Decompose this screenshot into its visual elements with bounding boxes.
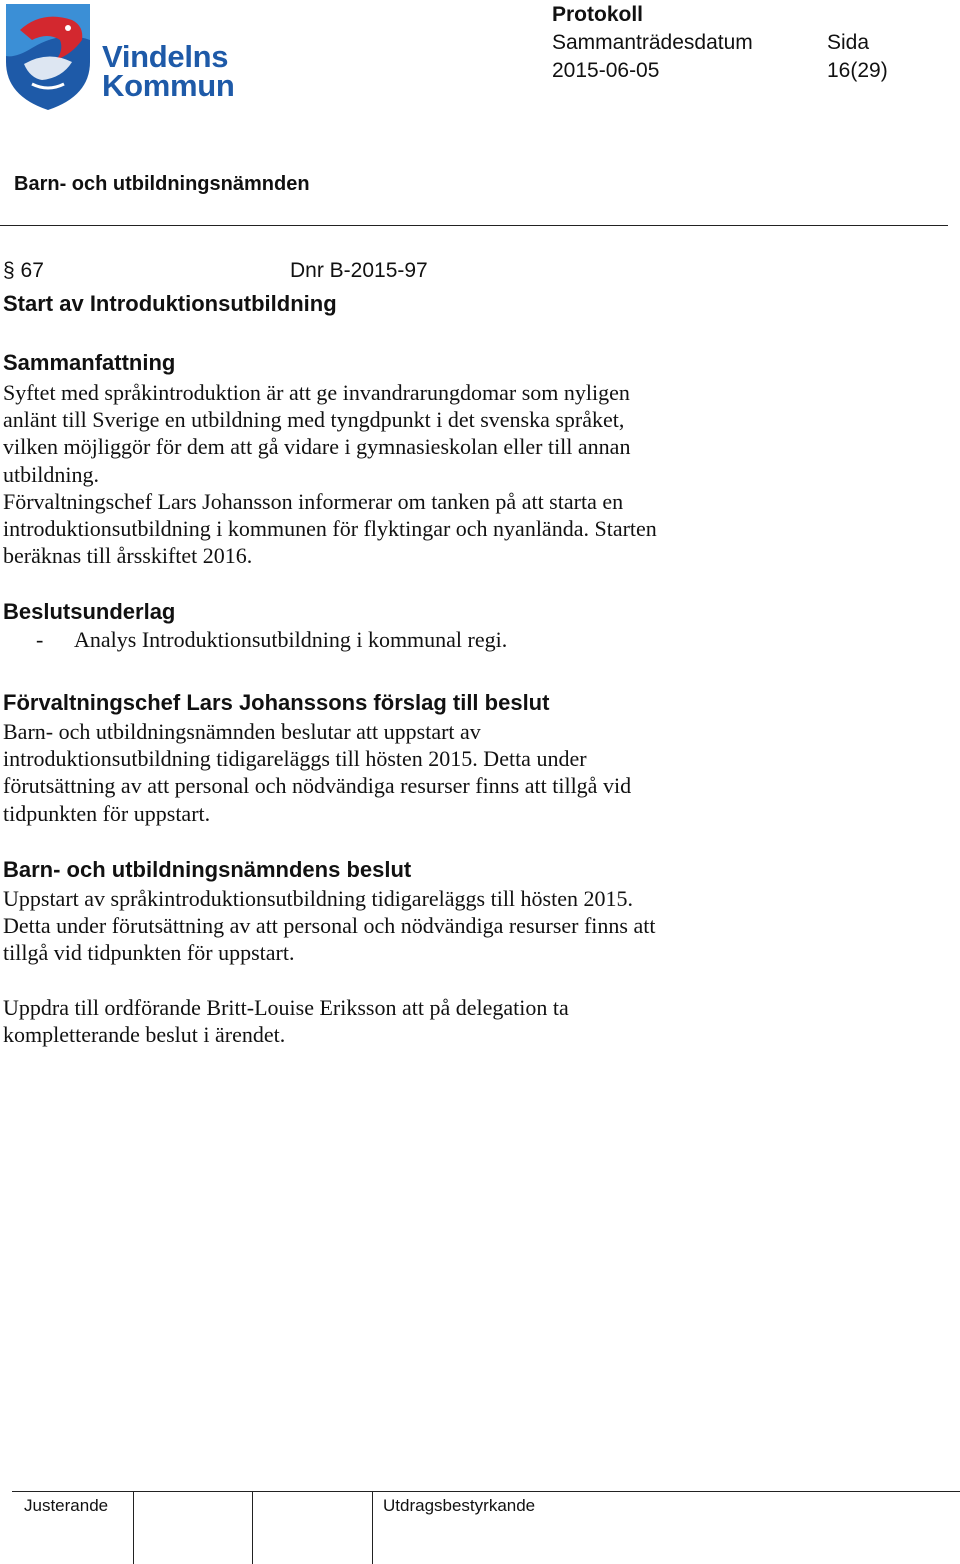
summary-line: utbildning. — [3, 461, 99, 487]
proposal-line: Barn- och utbildningsnämnden beslutar att uppstart av — [3, 719, 481, 744]
assignment-line: kompletterande beslut i ärendet. — [3, 1022, 286, 1048]
proposal-text — [3, 718, 631, 827]
proposal-line: tidpunkten för uppstart. — [3, 800, 211, 826]
summary-heading: Sammanfattning — [3, 350, 176, 375]
extract-certifier-label: Utdragsbestyrkande — [383, 1496, 536, 1515]
summary-line: beräknas till årsskiftet 2016. — [3, 543, 253, 569]
basis-heading: Beslutsunderlag — [3, 599, 176, 624]
logo-line-2: Kommun — [102, 68, 235, 103]
summary-line: Syftet med språkintroduktion är att ge invandrarungdomar som nyligen — [3, 380, 630, 405]
municipality-logo — [2, 0, 242, 116]
basis-list-item — [36, 627, 507, 653]
header-divider — [0, 225, 948, 226]
list-bullet: - — [36, 627, 44, 652]
signature-box-divider — [133, 1491, 134, 1564]
basis-item-text: Analys Introduktionsutbildning i kommunal regi. — [74, 627, 508, 652]
meeting-date-label: Sammanträdesdatum — [552, 31, 753, 54]
decision-line: tillgå vid tidpunkten för uppstart. — [3, 940, 295, 966]
summary-line: Förvaltningschef Lars Johansson informerar om tanken på att starta en — [3, 488, 624, 514]
decision-text — [3, 885, 655, 967]
signature-box-divider — [252, 1491, 253, 1564]
proposal-line: introduktionsutbildning tidigareläggs till hösten 2015. Detta under — [3, 746, 587, 772]
decision-line: Detta under förutsättning av att personal och nödvändiga resurser finns att — [3, 913, 656, 939]
proposal-heading: Förvaltningschef Lars Johanssons förslag till beslut — [3, 690, 550, 715]
logo-line-1: Vindelns — [102, 39, 229, 74]
committee-name: Barn- och utbildningsnämnden — [14, 173, 310, 195]
summary-text — [3, 379, 657, 569]
summary-line: anlänt till Sverige en utbildning med tyngdpunkt i det svenska språket, — [3, 407, 625, 433]
page-label: Sida — [827, 31, 870, 54]
document-type: Protokoll — [552, 3, 644, 26]
assignment-text — [3, 994, 569, 1048]
item-title: Start av Introduktionsutbildning — [3, 291, 337, 316]
signature-box-divider — [372, 1491, 373, 1564]
registration-number: Dnr B-2015-97 — [290, 259, 428, 282]
page-number: 16(29) — [827, 59, 888, 82]
decision-heading: Barn- och utbildningsnämndens beslut — [3, 857, 412, 882]
salmon-shield-icon — [2, 0, 94, 112]
signature-footer — [0, 1491, 960, 1564]
meeting-date: 2015-06-05 — [552, 59, 660, 82]
decision-line: Uppstart av språkintroduktionsutbildning tidigareläggs till hösten 2015. — [3, 886, 633, 911]
proposal-line: förutsättning av att personal och nödvändiga resurser finns att tillgå vid — [3, 773, 632, 799]
logo-wordmark — [102, 39, 235, 103]
footer-divider — [12, 1491, 960, 1492]
adjuster-label: Justerande — [24, 1496, 109, 1515]
summary-line: introduktionsutbildning i kommunen för flyktingar och nyanlända. Starten — [3, 516, 657, 542]
assignment-line: Uppdra till ordförande Britt-Louise Eriksson att på delegation ta — [3, 995, 569, 1020]
paragraph-number: § 67 — [3, 259, 44, 282]
summary-line: vilken möjliggör för dem att gå vidare i gymnasieskolan eller till annan — [3, 434, 631, 460]
